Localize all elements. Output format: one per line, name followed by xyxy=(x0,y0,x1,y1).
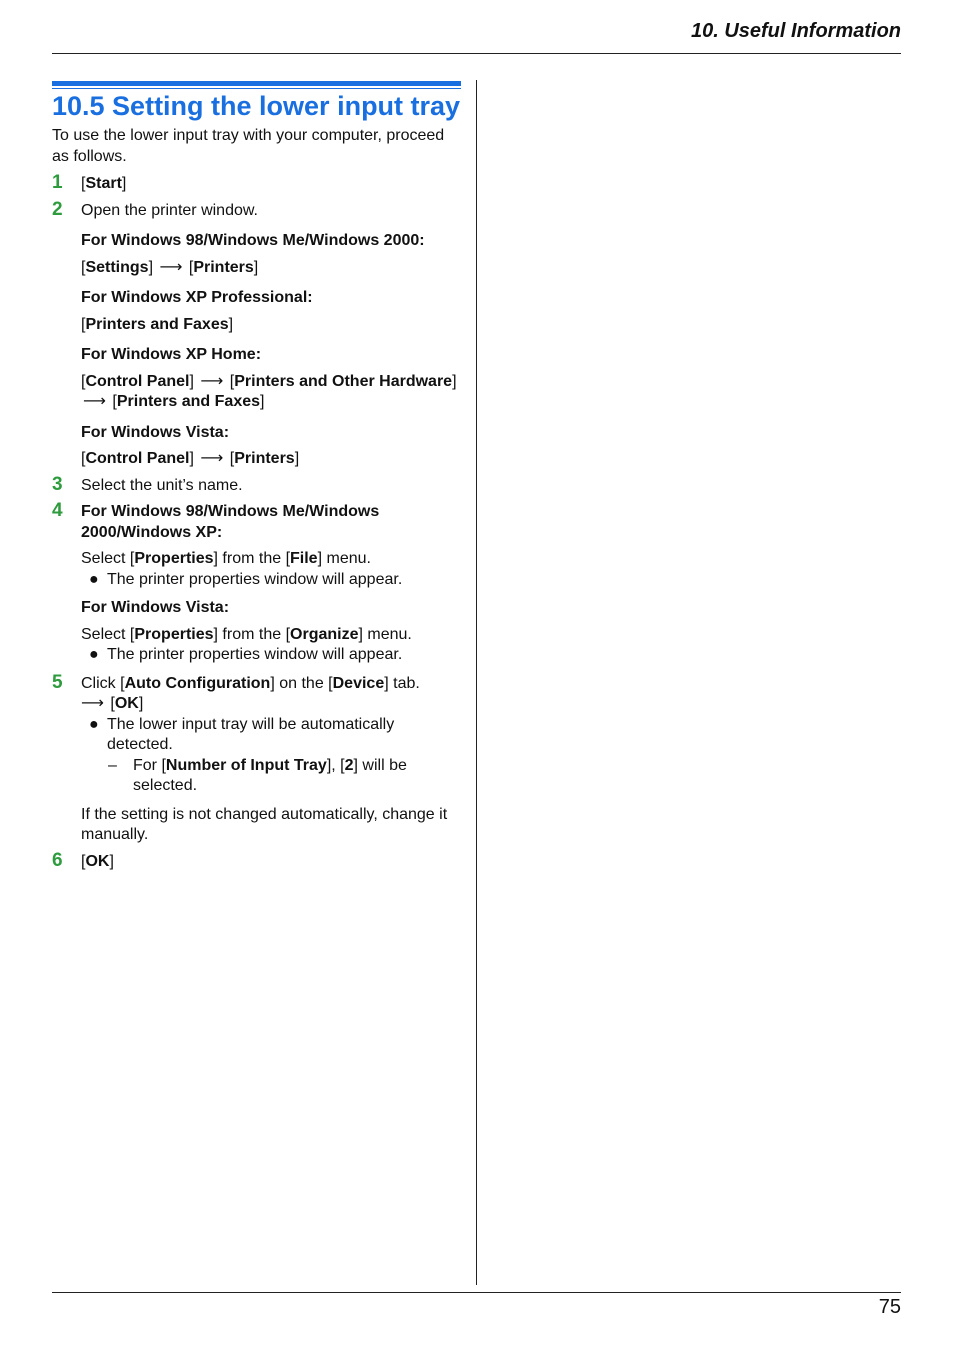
arrow-right-icon: ⟶ xyxy=(200,450,224,467)
step-1 xyxy=(52,174,462,195)
section-rule-thin xyxy=(52,88,461,89)
step-6 xyxy=(52,849,462,873)
step-3 xyxy=(52,473,462,497)
os-heading: For Windows XP Home: xyxy=(81,346,262,363)
key-printers: [ Printers ] xyxy=(230,450,299,467)
note-text: If the setting is not changed automatically, change it manually. xyxy=(81,805,448,843)
column-divider xyxy=(476,80,477,1285)
os-heading: For Windows 98/Windows Me/Windows 2000: xyxy=(81,232,425,249)
step-text: Open the printer window. xyxy=(81,201,258,219)
bullet-icon: ● xyxy=(89,570,99,588)
bullet-icon: ● xyxy=(89,715,99,733)
arrow-right-icon: ⟶ xyxy=(200,372,224,390)
key-printers-and-faxes: [ Printers and Faxes ] xyxy=(81,316,233,333)
section-rule xyxy=(52,81,461,86)
key-printers-and-faxes: [ Printers and Faxes ] xyxy=(112,393,264,410)
bullet-item: ● The printer properties window will appear. xyxy=(81,570,462,591)
key-auto-configuration: [ Auto Configuration ] xyxy=(120,675,275,692)
key-control-panel: [ Control Panel ] xyxy=(81,373,194,390)
arrow-right-icon: ⟶ xyxy=(83,393,106,410)
key-two: [ 2 ] xyxy=(340,757,358,774)
step-number: 4 xyxy=(52,500,63,521)
key-printers: [ Printers ] xyxy=(189,259,258,276)
step-number: 6 xyxy=(52,849,63,871)
os-heading: For Windows XP Professional: xyxy=(81,289,313,306)
step-5: 5 Click [ Auto Configuration ] on the [ Device ] tab. ⟶ [ OK ] ● The lower input tray will be automatically detected. – For [ Number of Input Tray ] , [ 2 ] will be selected. If the setting is not changed automatically, change it manually. xyxy=(52,674,462,846)
key-settings: [ Settings ] xyxy=(81,259,153,276)
section-content xyxy=(52,126,462,878)
os-heading: For Windows Vista: xyxy=(81,599,230,616)
step-number: 3 xyxy=(52,473,63,495)
key-ok: [ OK ] xyxy=(81,853,114,870)
key-control-panel: [ Control Panel ] xyxy=(81,450,194,467)
key-organize: [ Organize ] xyxy=(286,626,363,643)
key-properties: [ Properties ] xyxy=(130,626,218,643)
bullet-icon: ● xyxy=(89,646,99,663)
step-number: 2 xyxy=(52,198,63,220)
bullet-item: ● The printer properties window will appear. xyxy=(81,645,462,666)
arrow-right-icon: ⟶ xyxy=(81,695,104,712)
intro-text: To use the lower input tray with your computer, proceed as follows. xyxy=(52,127,445,165)
step-number: 5 xyxy=(52,671,63,693)
page-number: 75 xyxy=(878,1296,901,1318)
running-header: 10. Useful Information xyxy=(690,20,901,42)
key-number-of-input-tray: [ Number of Input Tray ] xyxy=(161,757,331,774)
step-text: Select the unit’s name. xyxy=(81,476,243,494)
dash-item: – For [ Number of Input Tray ] , [ 2 ] will be selected. xyxy=(81,756,462,797)
key-file: [ File ] xyxy=(286,550,322,567)
header-rule xyxy=(52,53,901,54)
dash-icon: – xyxy=(108,756,117,774)
step-number: 1 xyxy=(52,172,63,193)
key-device: [ Device ] xyxy=(328,675,389,692)
step-4: 4 For Windows 98/Windows Me/Windows 2000/Windows XP: Select [ Properties ] from the [ File ] menu. ● The printer properties window will appear. For Windows Vista: Select [ Properties ] from the [ Organize ] menu. ● The printer properties window will appear. xyxy=(52,502,462,666)
key-printers-other-hardware: [ Printers and Other Hardware ] xyxy=(230,373,457,390)
section-title: 10.5 Setting the lower input tray xyxy=(52,91,461,121)
step-2 xyxy=(52,198,462,470)
bullet-item: ● The lower input tray will be automatically detected. xyxy=(89,715,395,753)
key-start: [ Start ] xyxy=(81,175,126,192)
key-ok: [ OK ] xyxy=(110,695,143,712)
arrow-right-icon: ⟶ xyxy=(159,258,183,276)
key-properties: [ Properties ] xyxy=(130,550,218,567)
os-heading: For Windows Vista: xyxy=(81,423,230,441)
os-heading: For Windows 98/Windows Me/Windows 2000/Windows XP: xyxy=(81,503,380,541)
footer-rule xyxy=(52,1292,901,1293)
